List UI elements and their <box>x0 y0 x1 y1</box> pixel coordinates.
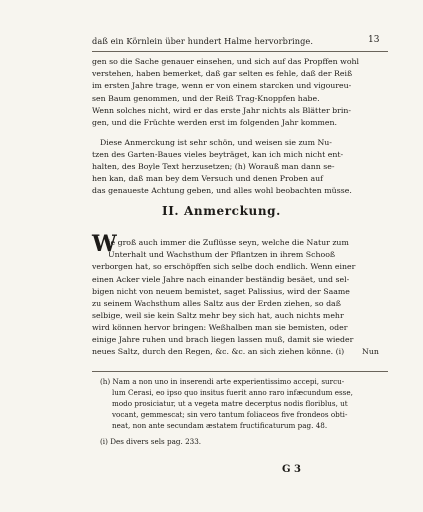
signature-mark: G 3 <box>282 464 301 475</box>
paragraph-3-line: einige Jahre ruhen und brach liegen lassen muß, damit sie wieder <box>92 335 354 344</box>
paragraph-2-line: tzen des Garten-Baues vieles beyträget, kan ich mich nicht ent- <box>92 150 344 159</box>
paragraph-3-line: zu seinem Wachsthum alles Saltz aus der Erden ziehen, so daß <box>92 299 341 308</box>
footnote-rule <box>92 371 388 372</box>
header-rule <box>92 51 388 52</box>
footnote-line: (i) Des divers sels pag. 233. <box>100 437 202 446</box>
paragraph-1-line: gen, und die Früchte werden erst im folgenden Jahr kommen. <box>92 118 338 127</box>
paragraph-3-line: selbige, weil sie kein Saltz mehr bey sich hat, auch nichts mehr <box>92 311 344 320</box>
drop-initial: W <box>92 231 117 257</box>
running-head: daß ein Körnlein über hundert Halme hervorbringe. <box>92 36 314 46</box>
footnote-line: vocant, gemmescat; sin vero tantum foliaceos five frondeos obti- <box>112 410 348 419</box>
paragraph-3-line: Unterhalt und Wachsthum der Pflantzen in ihrem Schooß <box>108 250 336 259</box>
paragraph-3-line: neues Saltz, durch den Regen, &c. &c. an sich ziehen könne. (i) <box>92 347 345 356</box>
paragraph-1-line: sen Baum genommen, und der Reiß Trag-Knoppfen habe. <box>92 94 320 103</box>
paragraph-3-line: ie groß auch immer die Zuflüsse seyn, welche die Natur zum <box>108 238 349 247</box>
paragraph-2-line: hen kan, daß man bey dem Versuch und denen Proben auf <box>92 174 324 183</box>
paragraph-1-line: gen so die Sache genauer einsehen, und sich auf das Propffen wohl <box>92 57 360 66</box>
footnote-line: lum Cerasi, eo ipso quo insitus fuerit anno raro infæcundum esse, <box>112 388 353 397</box>
paragraph-3-line: einen Acker viele Jahre nach einander beständig besäet, und sel- <box>92 275 350 284</box>
page-number: 13 <box>368 35 380 45</box>
paragraph-3-line: verborgen hat, so erschöpffen sich selbe doch endlich. Wenn einer <box>92 262 356 271</box>
footnote-line: modo prosiciatur, ut a vegeta matre decerptus nodis floriblus, ut <box>112 399 348 408</box>
paragraph-1-line: Wenn solches nicht, wird er das erste Jahr nichts als Blätter brin- <box>92 106 352 115</box>
section-heading: II. Anmerckung. <box>162 204 281 218</box>
paragraph-2-line: Diese Anmerckung ist sehr schön, und weisen sie zum Nu- <box>100 138 332 147</box>
paragraph-3-line: wird können hervor bringen: Weßhalben man sie bemisten, oder <box>92 323 348 332</box>
paragraph-3-line: bigen nicht von neuem bemistet, saget Palissius, wird der Saame <box>92 287 350 296</box>
paragraph-1-line: verstehen, haben bemerket, daß gar selten es fehle, daß der Reiß <box>92 69 353 78</box>
footnote-line: neat, non ante secundam æstatem fructificaturum pag. 48. <box>112 421 328 430</box>
catchword: Nun <box>362 347 379 356</box>
paragraph-1-line: im ersten Jahre trage, wenn er von einem starcken und vigoureu- <box>92 81 352 90</box>
footnote-line: (h) Nam a non uno in inserendi arte experientissimo accepi, surcu- <box>100 377 345 386</box>
paragraph-2-line: halten, des Boyle Text herzusetzen; (h) Worauß man dann se- <box>92 162 335 171</box>
paragraph-2-line: das genaueste Achtung geben, und alles wohl beobachten müsse. <box>92 186 352 195</box>
